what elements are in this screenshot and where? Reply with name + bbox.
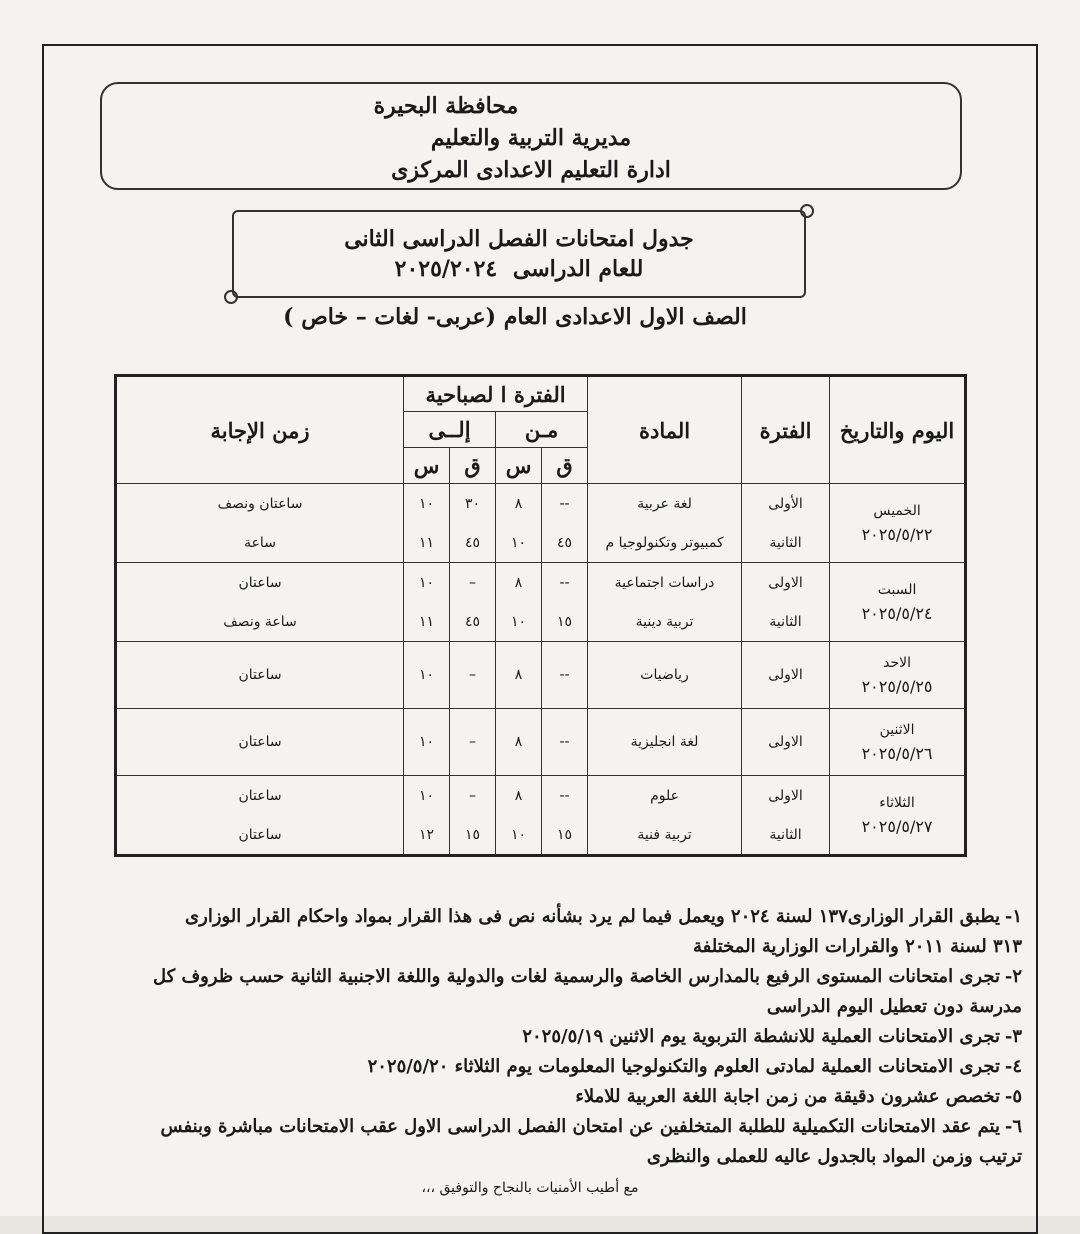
note-continuation: ترتيب وزمن المواد بالجدول عاليه للعملى والنظرى [646, 1146, 1022, 1167]
note-item [46, 962, 1022, 1022]
to-hour-cell-value: ١٠ [419, 574, 435, 591]
exam-date: ٢٠٢٥/٥/٢٢ [861, 524, 933, 544]
from-hour-cell-value: ١٠ [511, 534, 527, 551]
period-cell-value: الثانية [769, 826, 802, 843]
subject-cell-value: رياضيات [640, 667, 689, 683]
day-name: الثلاثاء [879, 794, 915, 811]
subject-cell-value: لغة انجليزية [630, 734, 699, 750]
from-minute-cell-value: -- [559, 734, 570, 750]
from-hour-cell-value: ٨ [514, 574, 523, 591]
to-minute-cell-value: ٤٥ [465, 534, 481, 551]
note-text: تجرى امتحانات المستوى الرفيع بالمدارس الخاصة والرسمية لغات والدولية واللغة الاجنبية الثانية حسب ظروف كل [153, 966, 1000, 987]
subject-cell [588, 776, 742, 856]
to-hour-cell-value: ١١ [419, 534, 435, 551]
answer-time-cell [116, 709, 404, 776]
day-name: الاحد [883, 654, 911, 671]
notes-list [46, 902, 1022, 1172]
header-governorate: محافظة البحيرة [373, 93, 519, 119]
from-hour-cell [496, 642, 542, 709]
note-text: يطبق القرار الوزارى١٣٧ لسنة ٢٠٢٤ ويعمل فيما لم يرد بشأنه نص فى هذا القرار بمواد واحكام القرار الوزارى [185, 906, 1000, 927]
table-row [116, 642, 966, 709]
header-to: إلــى [404, 412, 496, 448]
answer-time-cell-value: ساعتان [238, 787, 282, 804]
day-date-cell [830, 776, 966, 856]
to-hour-cell [404, 709, 450, 776]
subject-cell-value: دراسات اجتماعية [614, 574, 715, 591]
from-minute-cell [542, 484, 588, 563]
from-minute-cell [542, 642, 588, 709]
from-minute-cell [542, 563, 588, 642]
subject-cell-value: كمبيوتر وتكنولوجيا م [605, 534, 724, 551]
from-minute-cell-value: ٤٥ [557, 534, 573, 551]
answer-time-cell [116, 563, 404, 642]
header-to-minute: ق [450, 448, 496, 484]
period-cell-value: الاولى [768, 787, 803, 804]
period-cell [742, 642, 830, 709]
header-answer-time: زمن الإجابة [116, 376, 404, 484]
header-morning-period: الفترة ا لصباحية [404, 376, 588, 412]
period-cell-value: الثانية [769, 534, 802, 551]
answer-time-cell [116, 776, 404, 856]
to-minute-cell [450, 709, 496, 776]
note-number: ٥- [1004, 1086, 1022, 1107]
note-continuation: مدرسة دون تعطيل اليوم الدراسى [766, 996, 1022, 1017]
to-minute-cell-value: ٤٥ [465, 613, 481, 630]
to-hour-cell [404, 776, 450, 856]
from-hour-cell-value: ١٠ [511, 613, 527, 630]
note-number: ١- [1004, 906, 1022, 927]
note-number: ٢- [1004, 966, 1022, 987]
period-cell-value: الاولى [768, 667, 803, 683]
period-cell [742, 484, 830, 563]
to-minute-cell-value: – [469, 734, 477, 750]
from-minute-cell-value: -- [559, 574, 570, 591]
exam-date: ٢٠٢٥/٥/٢٧ [861, 816, 933, 836]
subject-cell-value: علوم [650, 787, 679, 804]
from-hour-cell [496, 484, 542, 563]
header-from-hour: س [496, 448, 542, 484]
exam-date: ٢٠٢٥/٥/٢٤ [861, 603, 933, 623]
answer-time-cell-value: ساعتان [238, 734, 282, 750]
note-item [46, 902, 1022, 962]
header-box [100, 82, 962, 190]
schedule-body [116, 484, 966, 856]
note-text: تجرى الامتحانات العملية لمادتى العلوم والتكنولوجيا المعلومات يوم الثلاثاء ٢٠٢٥/٥/٢٠ [367, 1056, 1000, 1077]
answer-time-cell-value: ساعتان [238, 826, 282, 843]
from-hour-cell [496, 776, 542, 856]
subject-cell-value: لغة عربية [637, 495, 692, 512]
table-row [116, 709, 966, 776]
note-continuation: ٣١٣ لسنة ٢٠١١ والقرارات الوزارية المختلفة [692, 936, 1022, 957]
to-minute-cell-value: – [469, 574, 477, 591]
closing-wishes: مع أطيب الأمنيات بالنجاح والتوفيق ،،، [421, 1180, 639, 1196]
to-hour-cell-value: ١٠ [419, 734, 435, 750]
period-cell-value: الثانية [769, 613, 802, 630]
answer-time-cell-value: ساعة [244, 534, 276, 551]
subject-cell [588, 563, 742, 642]
header-day-date: اليوم والتاريخ [830, 376, 966, 484]
to-hour-cell [404, 484, 450, 563]
from-hour-cell-value: ٨ [514, 667, 523, 683]
day-date-cell [830, 709, 966, 776]
from-minute-cell-value: -- [559, 787, 570, 804]
answer-time-cell [116, 642, 404, 709]
day-date-cell [830, 484, 966, 563]
to-hour-cell [404, 563, 450, 642]
answer-time-cell-value: ساعتان [238, 574, 282, 591]
table-row [116, 563, 966, 642]
answer-time-cell [116, 484, 404, 563]
header-administration: ادارة التعليم الاعدادى المركزى [391, 157, 671, 183]
table-row [116, 484, 966, 563]
day-date-cell [830, 642, 966, 709]
header-directorate: مديرية التربية والتعليم [430, 125, 632, 151]
from-minute-cell [542, 709, 588, 776]
note-item [46, 1052, 1022, 1082]
from-minute-cell-value: -- [559, 667, 570, 683]
note-number: ٤- [1004, 1056, 1022, 1077]
academic-year [234, 256, 804, 282]
period-cell [742, 563, 830, 642]
to-minute-cell [450, 484, 496, 563]
subject-cell [588, 484, 742, 563]
to-minute-cell-value: – [469, 667, 477, 683]
to-minute-cell [450, 642, 496, 709]
note-text: تخصص عشرون دقيقة من زمن اجابة اللغة العربية للاملاء [575, 1086, 1000, 1107]
year-label: للعام الدراسى [512, 256, 644, 282]
day-name: الاثنين [879, 721, 915, 738]
header-to-hour: س [404, 448, 450, 484]
to-minute-cell [450, 563, 496, 642]
subject-cell-value: تربية دينية [635, 613, 694, 630]
from-hour-cell-value: ٨ [514, 495, 523, 512]
note-text: تجرى الامتحانات العملية للانشطة التربوية يوم الاثنين ٢٠٢٥/٥/١٩ [522, 1026, 1000, 1047]
to-hour-cell-value: ١١ [419, 613, 435, 630]
year-value: ٢٠٢٥/٢٠٢٤ [394, 256, 498, 282]
exam-schedule-table [114, 374, 967, 857]
from-minute-cell [542, 776, 588, 856]
to-minute-cell-value: ١٥ [465, 826, 481, 843]
from-hour-cell-value: ٨ [514, 734, 523, 750]
from-minute-cell-value: ١٥ [557, 613, 573, 630]
subject-cell [588, 642, 742, 709]
header-period: الفترة [742, 376, 830, 484]
day-name: الخميس [873, 502, 921, 519]
note-number: ٦- [1004, 1116, 1022, 1137]
note-item [46, 1022, 1022, 1052]
note-item [46, 1112, 1022, 1172]
to-hour-cell-value: ١٠ [419, 495, 435, 512]
table-row [116, 776, 966, 856]
to-minute-cell [450, 776, 496, 856]
exam-date: ٢٠٢٥/٥/٢٦ [861, 743, 933, 763]
period-cell [742, 776, 830, 856]
from-minute-cell-value: -- [559, 495, 570, 512]
from-hour-cell-value: ٨ [514, 787, 523, 804]
header-subject: المادة [588, 376, 742, 484]
to-hour-cell-value: ١٠ [419, 787, 435, 804]
day-date-cell [830, 563, 966, 642]
to-hour-cell [404, 642, 450, 709]
from-hour-cell [496, 709, 542, 776]
subject-cell [588, 709, 742, 776]
to-minute-cell-value: ٣٠ [465, 495, 481, 512]
subject-cell-value: تربية فنية [637, 826, 692, 843]
to-hour-cell-value: ١٠ [419, 667, 435, 683]
grade-title: الصف الاول الاعدادى العام (عربى- لغات – خاص ) [283, 304, 747, 330]
to-hour-cell-value: ١٢ [419, 826, 435, 843]
period-cell-value: الاولى [768, 574, 803, 591]
exam-date: ٢٠٢٥/٥/٢٥ [861, 676, 933, 696]
note-item [46, 1082, 1022, 1112]
day-name: السبت [877, 581, 917, 598]
note-text: يتم عقد الامتحانات التكميلية للطلبة المتخلفين عن امتحان الفصل الدراسى الاول عقب الامتحانات مباشرة وبنفس [160, 1116, 1000, 1137]
answer-time-cell-value: ساعتان ونصف [217, 495, 303, 512]
title-scroll [232, 210, 806, 298]
period-cell-value: الأولى [768, 495, 803, 512]
from-hour-cell [496, 563, 542, 642]
header-from: مـن [496, 412, 588, 448]
answer-time-cell-value: ساعة ونصف [223, 613, 297, 630]
answer-time-cell-value: ساعتان [238, 667, 282, 683]
period-cell [742, 709, 830, 776]
from-minute-cell-value: ١٥ [557, 826, 573, 843]
schedule-title: جدول امتحانات الفصل الدراسى الثانى [344, 226, 694, 252]
period-cell-value: الاولى [768, 734, 803, 750]
from-hour-cell-value: ١٠ [511, 826, 527, 843]
header-from-minute: ق [542, 448, 588, 484]
note-number: ٣- [1004, 1026, 1022, 1047]
to-minute-cell-value: – [469, 787, 477, 804]
